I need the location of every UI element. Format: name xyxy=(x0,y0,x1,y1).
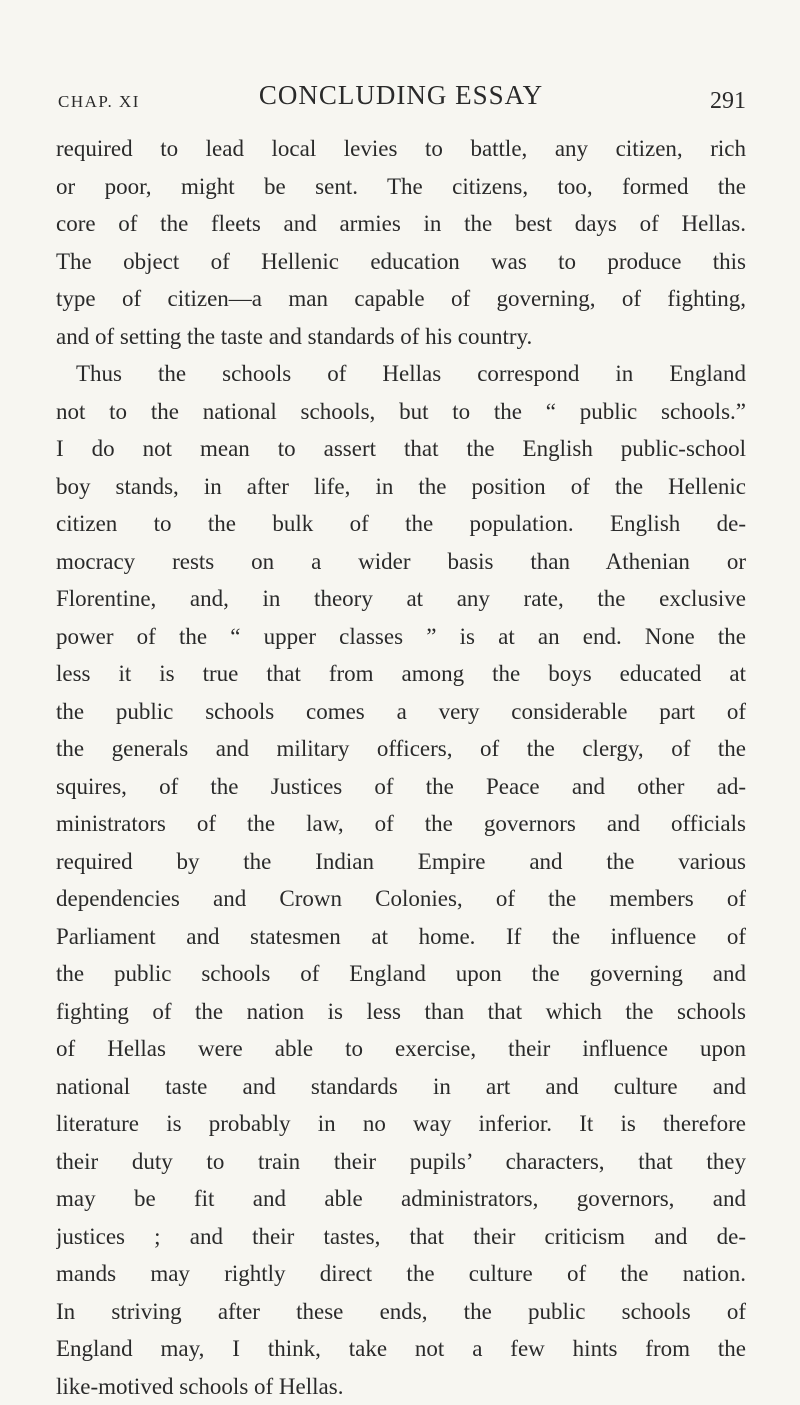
text-line: power of the “ upper classes ” is at an end. None the xyxy=(56,618,746,656)
text-line: literature is probably in no way inferior. It is therefore xyxy=(56,1105,746,1143)
text-line: mands may rightly direct the culture of the nation. xyxy=(56,1255,746,1293)
text-line: ministrators of the law, of the governors and officials xyxy=(56,805,746,843)
paragraph-start-line: Thus the schools of Hellas correspond in England xyxy=(56,355,746,393)
text-line: justices ; and their tastes, that their criticism and de- xyxy=(56,1218,746,1256)
body-text xyxy=(56,130,746,1405)
text-line: mocracy rests on a wider basis than Athenian or xyxy=(56,543,746,581)
text-line: not to the national schools, but to the “ public schools.” xyxy=(56,393,746,431)
text-line: citizen to the bulk of the population. English de- xyxy=(56,505,746,543)
text-line: and of setting the taste and standards of his country. xyxy=(56,318,746,356)
text-line: I do not mean to assert that the English public-school xyxy=(56,430,746,468)
page-number: 291 xyxy=(710,88,746,115)
text-line: England may, I think, take not a few hints from the xyxy=(56,1330,746,1368)
text-line: fighting of the nation is less than that which the schools xyxy=(56,993,746,1031)
book-page xyxy=(56,78,746,1405)
text-line: less it is true that from among the boys educated at xyxy=(56,655,746,693)
text-line: Parliament and statesmen at home. If the influence of xyxy=(56,918,746,956)
text-line: type of citizen—a man capable of governing, of fighting, xyxy=(56,280,746,318)
text-line: or poor, might be sent. The citizens, too, formed the xyxy=(56,168,746,206)
text-line: Florentine, and, in theory at any rate, the exclusive xyxy=(56,580,746,618)
text-line: core of the fleets and armies in the best days of Hellas. xyxy=(56,205,746,243)
chapter-label: CHAP. XI xyxy=(58,92,140,112)
text-line: their duty to train their pupils’ characters, that they xyxy=(56,1143,746,1181)
text-line: required by the Indian Empire and the various xyxy=(56,843,746,881)
text-line: of Hellas were able to exercise, their influence upon xyxy=(56,1030,746,1068)
text-line: required to lead local levies to battle, any citizen, rich xyxy=(56,130,746,168)
text-line: may be fit and able administrators, governors, and xyxy=(56,1180,746,1218)
text-line: squires, of the Justices of the Peace and other ad- xyxy=(56,768,746,806)
text-line: In striving after these ends, the public schools of xyxy=(56,1293,746,1331)
running-header xyxy=(56,78,746,122)
text-line: the generals and military officers, of the clergy, of the xyxy=(56,730,746,768)
text-line: The object of Hellenic education was to produce this xyxy=(56,243,746,281)
text-line: the public schools comes a very considerable part of xyxy=(56,693,746,731)
text-line: national taste and standards in art and culture and xyxy=(56,1068,746,1106)
running-title: CONCLUDING ESSAY xyxy=(56,80,746,111)
text-line: like-motived schools of Hellas. xyxy=(56,1368,746,1405)
text-line: dependencies and Crown Colonies, of the members of xyxy=(56,880,746,918)
text-line: boy stands, in after life, in the position of the Hellenic xyxy=(56,468,746,506)
text-line: the public schools of England upon the governing and xyxy=(56,955,746,993)
